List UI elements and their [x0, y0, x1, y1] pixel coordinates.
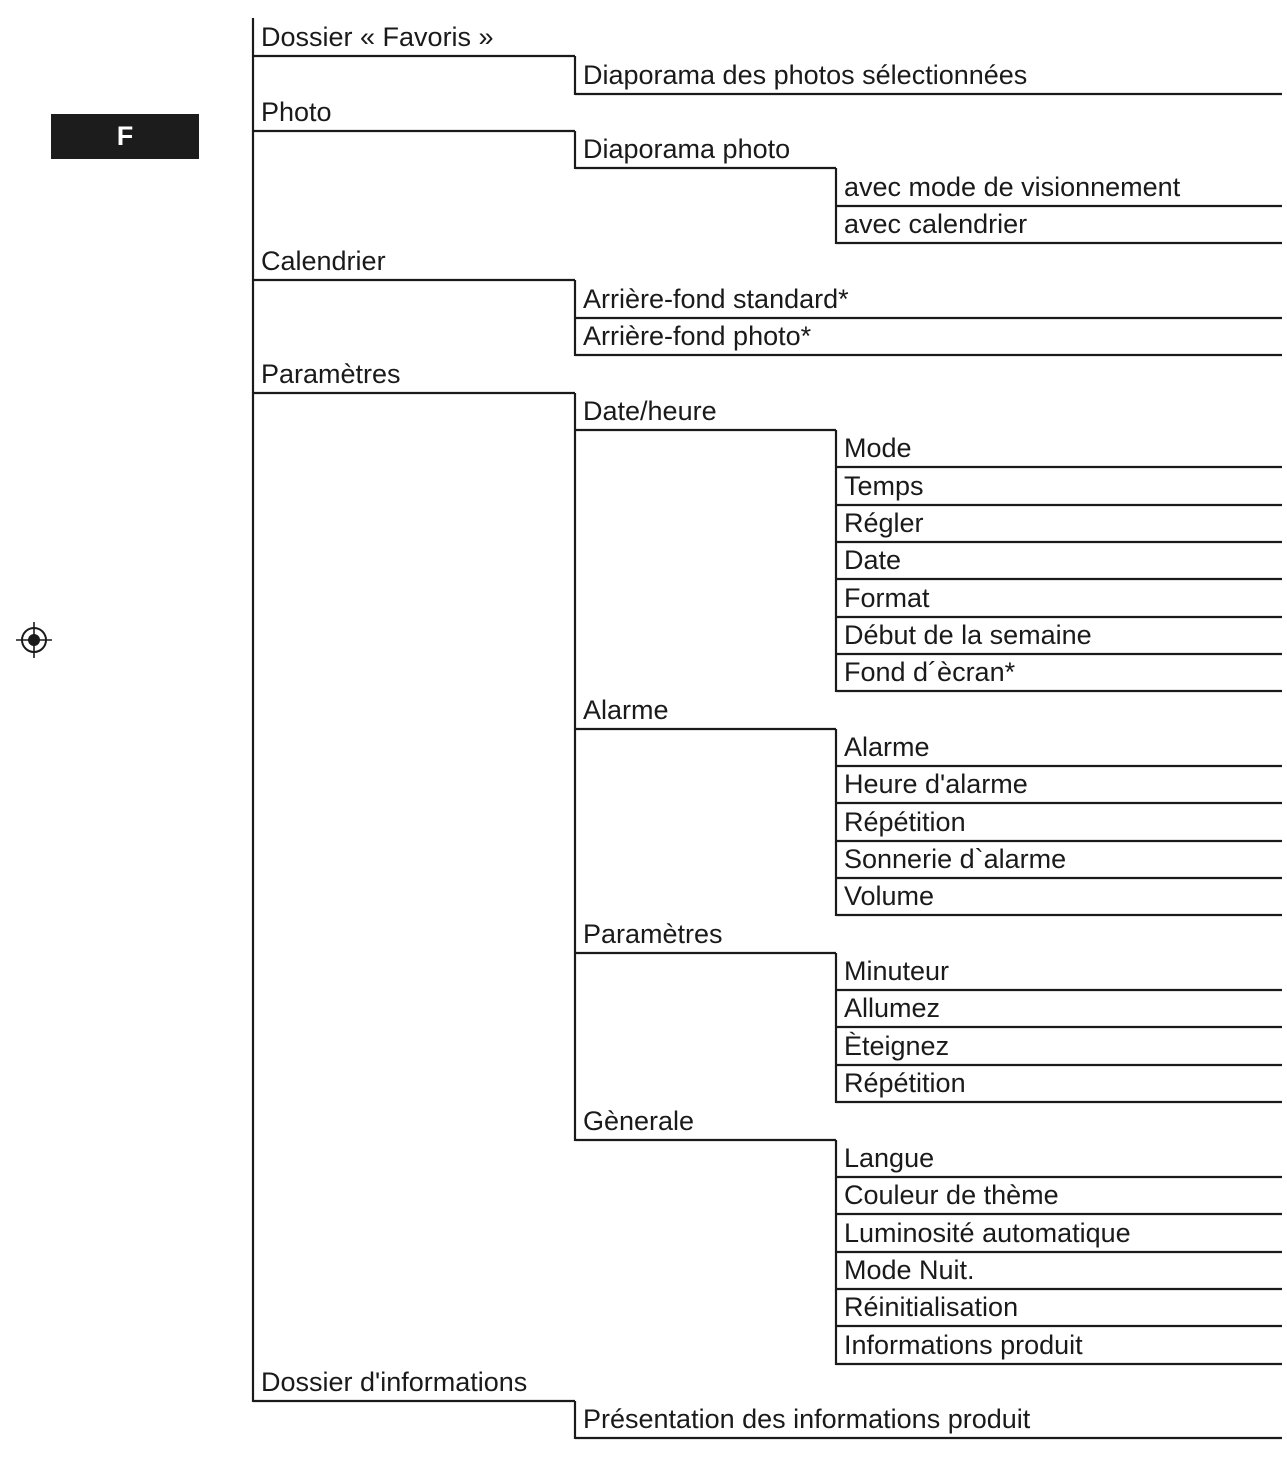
menu-item-heure-d-alarme: Heure d'alarme	[844, 769, 1028, 799]
menu-item-parametres: Paramètres	[261, 359, 401, 389]
menu-item-dossier-d-informations: Dossier d'informations	[261, 1367, 528, 1397]
menu-item-alarme: Alarme	[583, 695, 669, 725]
menu-item-date-heure: Date/heure	[583, 396, 717, 426]
menu-item-fond-d-ecran: Fond d´ècran*	[844, 657, 1016, 687]
menu-item-format: Format	[844, 583, 930, 613]
menu-item-arriere-fond-photo: Arrière-fond photo*	[583, 321, 812, 351]
menu-item-alarme: Alarme	[844, 732, 930, 762]
menu-item-reinitialisation: Réinitialisation	[844, 1292, 1019, 1322]
menu-item-date: Date	[844, 545, 902, 575]
menu-item-diaporama-des-photos-selectionnees: Diaporama des photos sélectionnées	[583, 60, 1028, 90]
menu-item-debut-de-la-semaine: Début de la semaine	[844, 620, 1092, 650]
menu-item-regler: Régler	[844, 508, 924, 538]
menu-item-dossier-favoris: Dossier « Favoris »	[261, 22, 494, 52]
menu-item-mode: Mode	[844, 433, 912, 463]
menu-item-langue: Langue	[844, 1143, 935, 1173]
menu-item-photo: Photo	[261, 97, 332, 127]
menu-item-sonnerie-d-alarme: Sonnerie d`alarme	[844, 844, 1067, 874]
menu-item-arriere-fond-standard: Arrière-fond standard*	[583, 284, 849, 314]
menu-item-luminosite-automatique: Luminosité automatique	[844, 1218, 1131, 1248]
menu-item-avec-calendrier: avec calendrier	[844, 209, 1028, 239]
menu-item-calendrier: Calendrier	[261, 246, 386, 276]
menu-item-diaporama-photo: Diaporama photo	[583, 134, 791, 164]
menu-item-presentation-des-informations-produit: Présentation des informations produit	[583, 1404, 1031, 1434]
menu-item-couleur-de-theme: Couleur de thème	[844, 1180, 1059, 1210]
menu-item-avec-mode-de-visionnement: avec mode de visionnement	[844, 172, 1181, 202]
menu-item-repetition: Répétition	[844, 1068, 966, 1098]
menu-item-informations-produit: Informations produit	[844, 1330, 1083, 1360]
menu-item-volume: Volume	[844, 881, 935, 911]
menu-item-generale: Gènerale	[583, 1106, 695, 1136]
menu-item-repetition: Répétition	[844, 807, 966, 837]
menu-item-parametres: Paramètres	[583, 919, 723, 949]
menu-item-minuteur: Minuteur	[844, 956, 950, 986]
language-tab-label: F	[116, 121, 134, 151]
menu-item-mode-nuit: Mode Nuit.	[844, 1255, 975, 1285]
menu-item-allumez: Allumez	[844, 993, 941, 1023]
menu-item-eteignez: Èteignez	[844, 1031, 950, 1061]
menu-item-temps: Temps	[844, 471, 924, 501]
